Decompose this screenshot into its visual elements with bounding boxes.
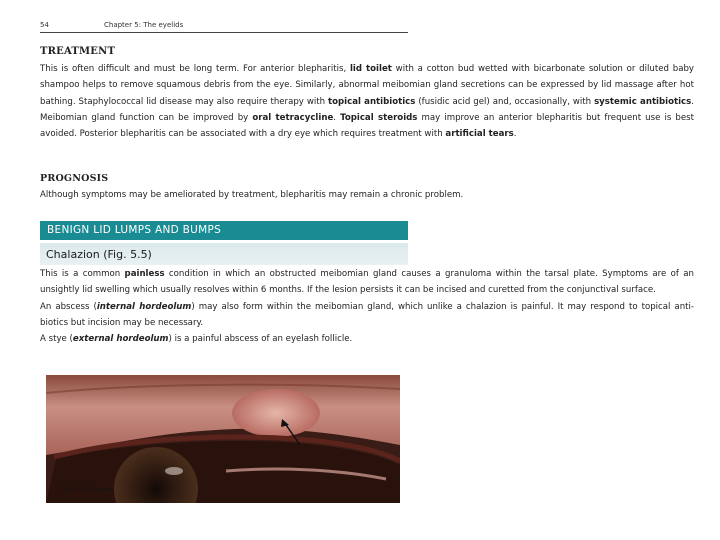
section-title: BENIGN LID LUMPS AND BUMPS [47, 224, 222, 236]
chapter-title: Chapter 5: The eyelids [104, 21, 184, 29]
subsection-title: Chalazion (Fig. 5.5) [46, 248, 152, 261]
prognosis-paragraph: Although symptoms may be ameliorated by treatment, blepharitis may remain a chronic problem. [40, 190, 464, 200]
treatment-paragraph: This is often difficult and must be long term. For anterior blepharitis, lid toilet with a cotton bud wetted with bicarbonate solution or diluted baby shampoo helps to remove squamous debris from the eye. Similarly, abnormal meibomian gland secretions can be expressed by lid massage after hot bathing. Staphylococcal lid disease may also require therapy with topical antibiotics (fusidic acid gel) and, occasionally, with systemic antibiotics. Meibomian gland function can be improved by oral tetracycline. Topical steroids may improve an anterior blepharitis but frequent use is best avoided. Posterior blepharitis can be associated with a dry eye which requires treatment with artificial tears. [40, 64, 695, 140]
section-banner [40, 221, 408, 240]
running-header [40, 18, 408, 33]
chalazion-paragraph: This is a common painless condition in which an obstructed meibomian gland causes a granuloma within the tarsal plate. Symptoms are of an unsightly lid swelling which usually resolves within 6 months. If the lesion persists it can be incised and curetted from the conjunctival surface. An abscess (internal hordeolum) may also form within the meibomian gland, which unlike a chalazion is painful. It may respond to topical anti- biotics but incision may be necessary. A stye (external hordeolum) is a painful abscess of an eyelash follicle. [40, 269, 694, 345]
subsection-banner [40, 243, 408, 265]
prognosis-heading: PROGNOSIS [40, 173, 109, 184]
page-number: 54 [40, 21, 49, 29]
figure-caption: Fig. 5.5 Chalazion. [62, 487, 115, 493]
chalazion-photo [46, 375, 400, 503]
treatment-heading: TREATMENT [40, 46, 116, 57]
